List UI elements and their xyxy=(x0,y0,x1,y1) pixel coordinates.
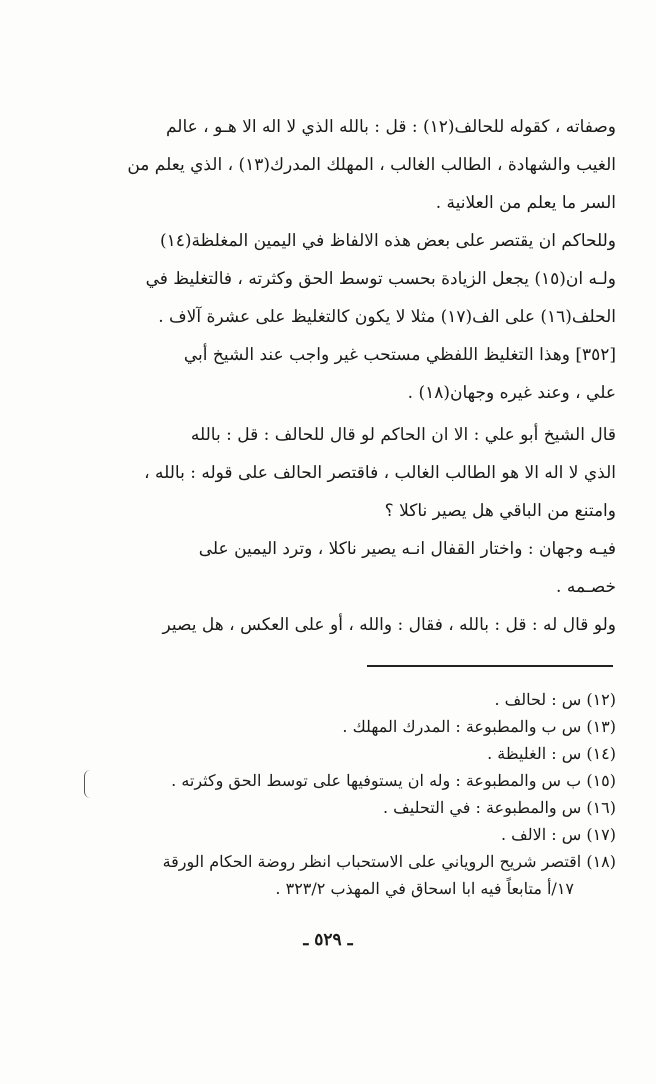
paragraph-1 xyxy=(96,108,616,222)
text-line: وامتنع من الباقي هل يصير ناكلا ؟ xyxy=(384,501,616,521)
text-line: السر ما يعلم من العلانية . xyxy=(435,193,616,213)
footnote: (١٢) س : لحالف . xyxy=(494,690,616,709)
footnote: (١٦) س والمطبوعة : في التحليف . xyxy=(383,798,616,817)
text-line: ولو قال له : قل : بالله ، فقال : والله ، أو على العكس ، هل يصير xyxy=(162,615,616,635)
footnote-separator xyxy=(367,665,613,667)
text-line: الغيب والشهادة ، الطالب الغالب ، المهلك المدرك(١٣) ، الذي يعلم من xyxy=(127,155,616,175)
paragraph-2 xyxy=(96,222,616,336)
paragraph-3 xyxy=(96,336,616,412)
text-line: خصـمه . xyxy=(556,577,616,597)
text-line: وصفاته ، كقوله للحالف(١٢) : قل : بالله الذي لا اله الا هـو ، عالم xyxy=(165,117,616,137)
paragraph-4 xyxy=(96,416,616,530)
text-line: وللحاكم ان يقتصر على بعض هذه الالفاظ في اليمين المغلظة(١٤) xyxy=(160,231,616,251)
text-line: علي ، وعند غيره وجهان(١٨) . xyxy=(407,383,616,403)
page-number: ـ ٥٢٩ ـ xyxy=(303,930,353,950)
footnote: (١٥) ب س والمطبوعة : وله ان يستوفيها على توسط الحق وكثرته . xyxy=(171,771,616,790)
footnote: (١٤) س : الغليظة . xyxy=(487,744,616,763)
footnote: (١٨) اقتصر شريح الروياني على الاستحباب انظر روضة الحكام الورقة xyxy=(162,852,616,871)
paragraph-6 xyxy=(96,606,616,644)
text-line: ولـه ان(١٥) يجعل الزيادة بحسب توسط الحق وكثرته ، فالتغليظ في xyxy=(145,269,616,289)
paragraph-5 xyxy=(96,530,616,606)
text-line: [٣٥٢] وهذا التغليظ اللفظي مستحب غير واجب عند الشيخ أبي xyxy=(183,345,616,365)
footnote: (١٣) س ب والمطبوعة : المدرك المهلك . xyxy=(342,717,616,736)
footnote-continuation: ١٧/أ متابعاً فيه ابا اسحاق في المهذب ٣٢٣/٢ . xyxy=(275,879,574,898)
footnote: (١٧) س : الالف . xyxy=(500,825,616,844)
text-line: الذي لا اله الا هو الطالب الغالب ، فاقتصر الحالف على قوله : بالله ، xyxy=(144,463,616,483)
text-line: الحلف(١٦) على الف(١٧) مثلا لا يكون كالتغليظ على عشرة آلاف . xyxy=(158,307,616,327)
text-line: فيـه وجهان : واختار القفال انـه يصير ناكلا ، وترد اليمين على xyxy=(198,539,616,559)
footnotes xyxy=(96,686,616,902)
margin-pen-mark xyxy=(84,770,97,798)
text-line: قال الشيخ أبو علي : الا ان الحاكم لو قال للحالف : قل : بالله xyxy=(190,425,616,445)
